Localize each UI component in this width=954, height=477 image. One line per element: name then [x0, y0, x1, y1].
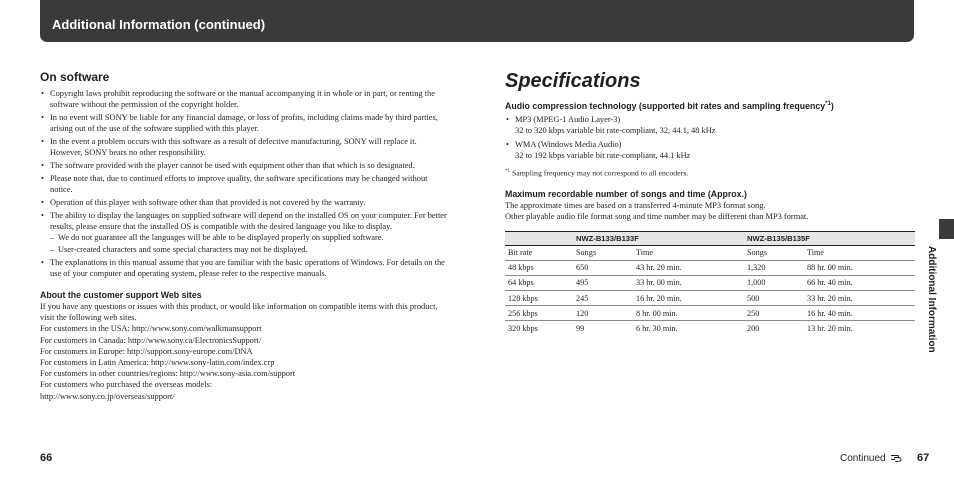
software-bullet-list — [40, 88, 448, 232]
table-cell: 320 kbps — [508, 324, 538, 334]
table-cell: 13 hr. 20 min. — [807, 324, 853, 334]
table-cell: 128 kbps — [505, 291, 573, 306]
footnote-mark: *1 — [825, 101, 831, 107]
table-cell: 88 hr. 00 min. — [804, 260, 915, 275]
list-item: • Operation of this player with software other than that provided is not covered by the warranty. — [40, 197, 448, 208]
section-tab — [939, 219, 954, 239]
continued-label — [840, 453, 902, 464]
max-songs-heading: Maximum recordable number of songs and time (Approx.) — [505, 188, 747, 199]
pointing-hand-icon — [890, 453, 902, 462]
support-line: If you have any questions or issues with this product, or would like information on compatible items with this product, visit the following web sites. — [40, 302, 438, 323]
table-cell: 33 hr. 20 min. — [804, 291, 915, 306]
format-detail: 32 to 320 kbps variable bit rate-compliant, 32, 44.1, 48 kHz — [515, 125, 716, 135]
table-cell: 245 — [573, 291, 633, 306]
format-name: • MP3 (MPEG-1 Audio Layer-3) — [515, 114, 621, 124]
table-cell: Songs — [573, 245, 633, 260]
table-row — [505, 321, 915, 336]
support-line-canada: For customers in Canada: http://www.sony.ca/ElectronicsSupport/ — [40, 335, 262, 345]
table-cell: 200 — [747, 324, 760, 334]
support-line-europe: For customers in Europe: http://support.sony-europe.com/DNA — [40, 346, 253, 356]
list-item: • The ability to display the languages on supplied software will depend on the installed OS on your computer. For better results, please ensure that the installed OS is compatible with the desired language you like to display. — [40, 210, 448, 232]
format-name: • WMA (Windows Media Audio) — [515, 139, 622, 149]
support-line-usa: For customers in the USA: http://www.sony.com/walkmansupport — [40, 324, 262, 334]
table-cell: Time — [804, 245, 915, 260]
table-header-model-b135: NWZ-B135/B135F — [744, 231, 915, 245]
table-subheader-row — [505, 245, 915, 260]
list-item: • Copyright laws prohibit reproducing the software or the manual accompanying it in whole or in part, or renting the software without the permission of the copyright holder. — [40, 88, 448, 110]
table-row — [505, 306, 915, 321]
support-line-overseas: For customers who purchased the overseas models: — [40, 380, 213, 390]
table-cell: 250 — [744, 306, 804, 321]
table-cell: 99 — [576, 324, 585, 334]
footnote — [505, 167, 915, 179]
list-item — [505, 114, 915, 136]
table-cell: 16 hr. 20 min. — [633, 291, 744, 306]
list-item — [505, 139, 915, 161]
side-section-label: Additional Information — [926, 246, 937, 353]
support-line-other: For customers in other countries/regions: http://www.sony-asia.com/support — [40, 369, 296, 379]
page-title: Specifications — [505, 70, 641, 92]
max-songs-text-2: Other playable audio file format song and time number may be different than MP3 format. — [505, 211, 809, 221]
table-cell: 1,320 — [744, 260, 804, 275]
list-item: • The software provided with the player cannot be used with equipment other than that which is so designated. — [40, 160, 448, 171]
table-cell: 120 — [573, 306, 633, 321]
dash-item: – User-created characters and some special characters may not be displayed. — [40, 244, 448, 255]
support-line-overseas-url: http://www.sony.co.jp/overseas/support/ — [40, 391, 175, 401]
language-dash-list — [40, 232, 448, 255]
table-cell: 8 hr. 00 min. — [633, 306, 744, 321]
table-cell: 650 — [573, 260, 633, 275]
right-column — [505, 70, 915, 336]
footnote-mark: *1 — [505, 168, 510, 174]
list-item: • In no event will SONY be liable for any financial damage, or loss of profits, including claims made by third parties, arising out of the use of the software supplied with this player. — [40, 112, 448, 134]
table-row — [505, 260, 915, 275]
audio-heading-text: Audio compression technology (supported bit rates and sampling frequency — [505, 100, 826, 111]
table-cell: 500 — [744, 291, 804, 306]
list-item: • The explanations in this manual assume that you are familiar with the basic operations of Windows. For details on the use of your computer and operating system, please refer to the respective manuals. — [40, 257, 448, 279]
table-cell: 48 kbps — [505, 260, 573, 275]
table-cell: Time — [633, 245, 744, 260]
table-cell: 33 hr. 00 min. — [633, 275, 744, 290]
continued-text: Continued — [840, 453, 886, 464]
table-cell: 16 hr. 40 min. — [804, 306, 915, 321]
table-row — [505, 291, 915, 306]
table-header-empty — [505, 231, 573, 245]
dash-item: – We do not guarantee all the languages will be able to be displayed properly on supplied software. — [40, 232, 448, 243]
support-text — [40, 301, 448, 402]
page-number-right: 67 — [917, 452, 930, 464]
table-cell: 256 kbps — [505, 306, 573, 321]
table-cell: 1,000 — [744, 275, 804, 290]
list-item: • Please note that, due to continued efforts to improve quality, the software specifications may be changed without notice. — [40, 173, 448, 195]
table-cell: Bit rate — [505, 245, 573, 260]
page-number-left: 66 — [40, 452, 53, 464]
audio-heading-close: ) — [830, 100, 834, 111]
format-list — [505, 114, 915, 161]
format-detail: 32 to 192 kbps variable bit rate-compliant, 44.1 kHz — [515, 150, 691, 160]
table-cell: 64 kbps — [505, 275, 573, 290]
table-cell: 66 hr. 40 min. — [804, 275, 915, 290]
support-line-latin-america: For customers in Latin America: http://www.sony-latin.com/index.crp — [40, 358, 275, 368]
audio-compression-heading — [505, 98, 915, 112]
table-header-model-b133: NWZ-B133/B133F — [573, 231, 744, 245]
table-row — [505, 275, 915, 290]
table-cell: 495 — [573, 275, 633, 290]
songs-time-table — [505, 231, 915, 337]
table-header-row — [505, 231, 915, 245]
table-cell: 6 hr. 30 min. — [636, 324, 678, 334]
header-title: Additional Information (continued) — [52, 17, 266, 32]
footnote-text: Sampling frequency may not correspond to all encoders. — [510, 168, 689, 178]
list-item: • In the event a problem occurs with this software as a result of defective manufacturing, SONY will replace it. However, SONY bears no other responsibility. — [40, 136, 448, 158]
software-bullet-list-continued — [40, 257, 448, 279]
left-column — [40, 70, 448, 402]
max-songs-text-1: The approximate times are based on a transferred 4-minute MP3 format song. — [505, 200, 766, 210]
support-heading: About the customer support Web sites — [40, 290, 202, 300]
table-cell: 43 hr. 20 min. — [633, 260, 744, 275]
section-heading-software: On software — [40, 70, 110, 84]
table-cell: Songs — [744, 245, 804, 260]
